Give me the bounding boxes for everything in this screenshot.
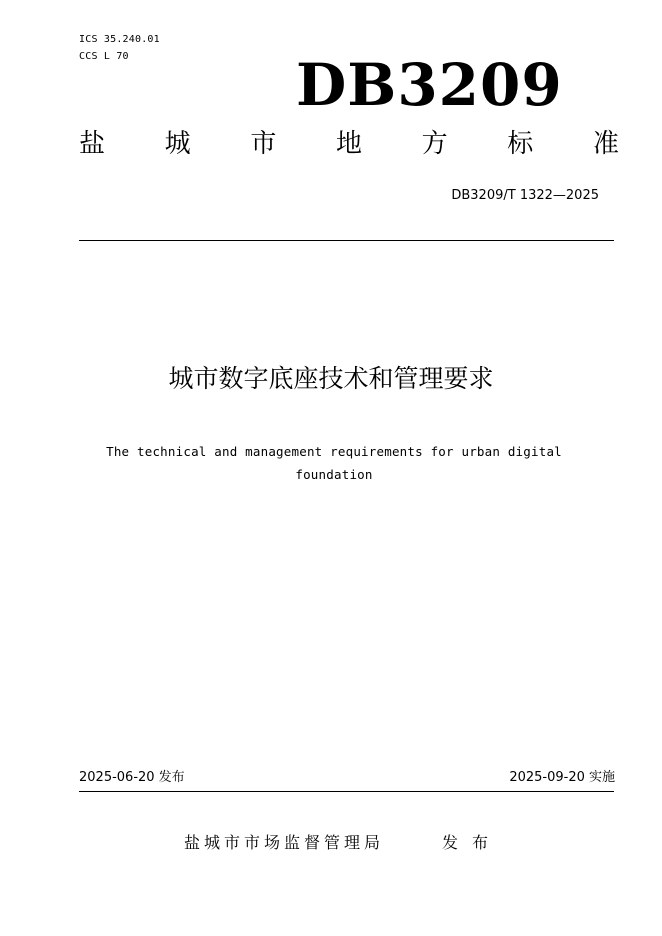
issue-date: 2025-06-20 发布 [79,770,185,785]
standard-number: DB3209/T 1322—2025 [451,188,599,203]
publish-label: 发布 [442,833,503,852]
standard-type-char: 方 [421,129,448,159]
standard-type-char: 地 [335,129,362,159]
standard-logo: DB3209 [296,51,563,119]
ccs-code: CCS L 70 [79,51,129,62]
standard-type-char: 城 [164,129,191,159]
document-title-chinese: 城市数字底座技术和管理要求 [168,364,494,393]
top-divider [79,240,614,241]
standard-type-char: 盐 [79,129,106,159]
publisher-name: 盐城市市场监督管理局 [184,833,385,852]
bottom-divider [79,791,614,792]
standard-type-char: 市 [250,129,277,159]
ics-code: ICS 35.240.01 [79,34,160,45]
standard-type-char: 标 [507,129,534,159]
implementation-date: 2025-09-20 实施 [509,770,615,785]
standard-type-char: 准 [592,129,619,159]
standard-type-title [79,126,619,162]
document-title-english: The technical and management requirements for urban digital foundation [106,444,562,482]
